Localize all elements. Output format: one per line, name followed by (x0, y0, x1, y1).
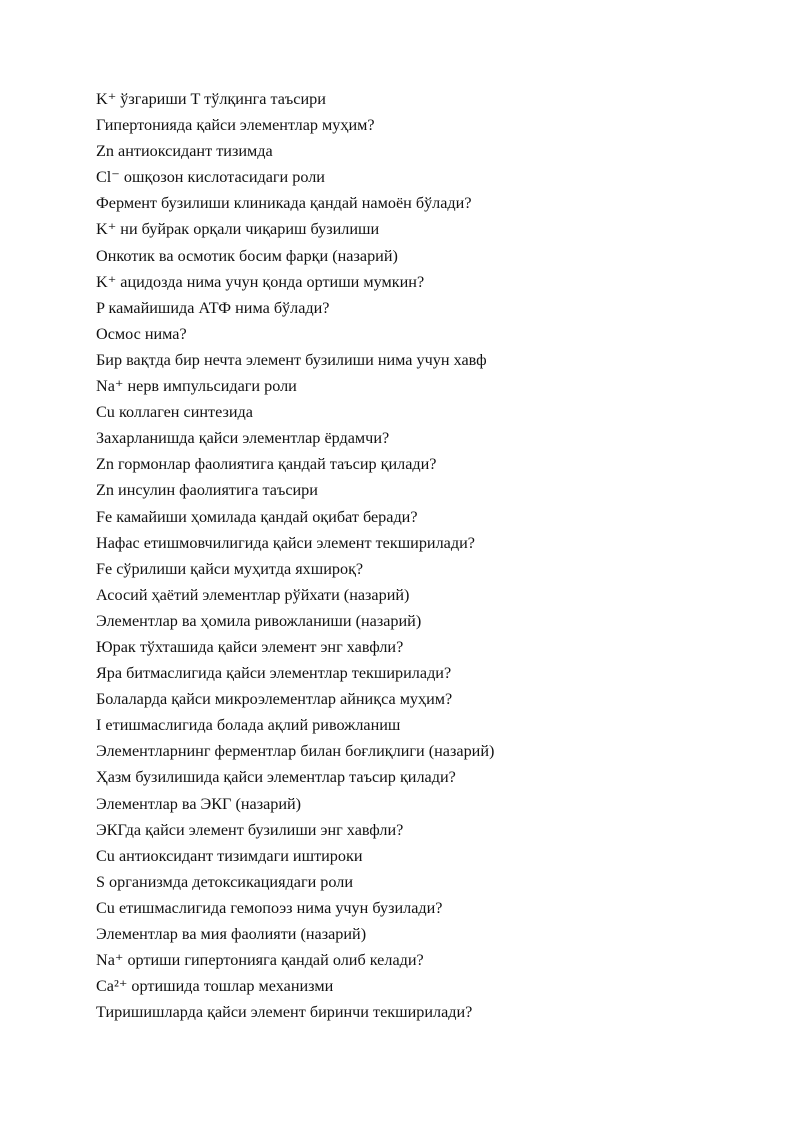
question-line: Осмос нима? (96, 324, 187, 343)
question-line: Элементлар ва ҳомила ривожланиши (назарий) (96, 611, 422, 630)
question-line: Элементлар ва мия фаолияти (назарий) (96, 925, 367, 943)
question-line: Cu антиоксидант тизимдаги иштироки (96, 846, 363, 865)
question-line: Нафас етишмовчилигида қайси элемент текширилади? (96, 533, 475, 552)
question-line: Асосий ҳаётий элементлар рўйхати (назарий) (96, 585, 410, 604)
question-line: Онкотик ва осмотик босим фарқи (назарий) (96, 246, 398, 265)
question-line: Na⁺ нерв импульсидаги роли (96, 377, 297, 396)
question-line: P камайишида АТФ нима бўлади? (96, 298, 330, 317)
question-line: K⁺ ўзгариши T тўлқинга таъсири (96, 90, 326, 108)
question-line: Zn антиоксидант тизимда (96, 142, 273, 161)
question-line: Cl⁻ ошқозон кислотасидаги роли (96, 168, 325, 187)
question-line: Гипертонияда қайси элементлар муҳим? (96, 116, 375, 135)
question-line: Юрак тўхташида қайси элемент энг хавфли? (96, 637, 404, 656)
question-list (96, 86, 494, 1025)
question-line: Элементларнинг ферментлар билан боғлиқлиги (назарий) (96, 742, 495, 761)
question-line: ЭКГда қайси элемент бузилиши энг хавфли? (96, 820, 404, 839)
question-line: Фермент бузилиши клиникада қандай намоён бўлади? (96, 194, 472, 213)
question-line: Яра битмаслигида қайси элементлар текширилади? (96, 664, 452, 683)
question-line: Zn гормонлар фаолиятига қандай таъсир қилади? (96, 455, 437, 474)
question-line: Бир вақтда бир нечта элемент бузилиши нима учун хавф (96, 350, 487, 369)
question-line: Na⁺ ортиши гипертонияга қандай олиб келади? (96, 951, 424, 970)
question-line: Ҳазм бузилишида қайси элементлар таъсир қилади? (96, 768, 456, 787)
question-line: I етишмаслигида болада ақлий ривожланиш (96, 716, 401, 735)
question-line: S организмда детоксикациядаги роли (96, 872, 354, 891)
question-line: K⁺ ацидозда нима учун қонда ортиши мумкин? (96, 272, 425, 291)
question-line: Fe камайиши ҳомилада қандай оқибат беради? (96, 507, 418, 526)
question-line: Тиришишларда қайси элемент биринчи текширилади? (96, 1003, 473, 1022)
question-line: Ca²⁺ ортишида тошлар механизми (96, 977, 334, 996)
question-line: Fe сўрилиши қайси муҳитда яхшироқ? (96, 559, 364, 578)
question-line: Cu коллаген синтезида (96, 403, 253, 422)
question-line: K⁺ ни буйрак орқали чиқариш бузилиши (96, 220, 380, 239)
question-line: Захарланишда қайси элементлар ёрдамчи? (96, 429, 390, 448)
question-line: Болаларда қайси микроэлементлар айниқса муҳим? (96, 690, 453, 709)
question-line: Zn инсулин фаолиятига таъсири (96, 481, 318, 500)
question-line: Элементлар ва ЭКГ (назарий) (96, 794, 302, 813)
question-line: Cu етишмаслигида гемопоэз нима учун бузилади? (96, 898, 443, 917)
